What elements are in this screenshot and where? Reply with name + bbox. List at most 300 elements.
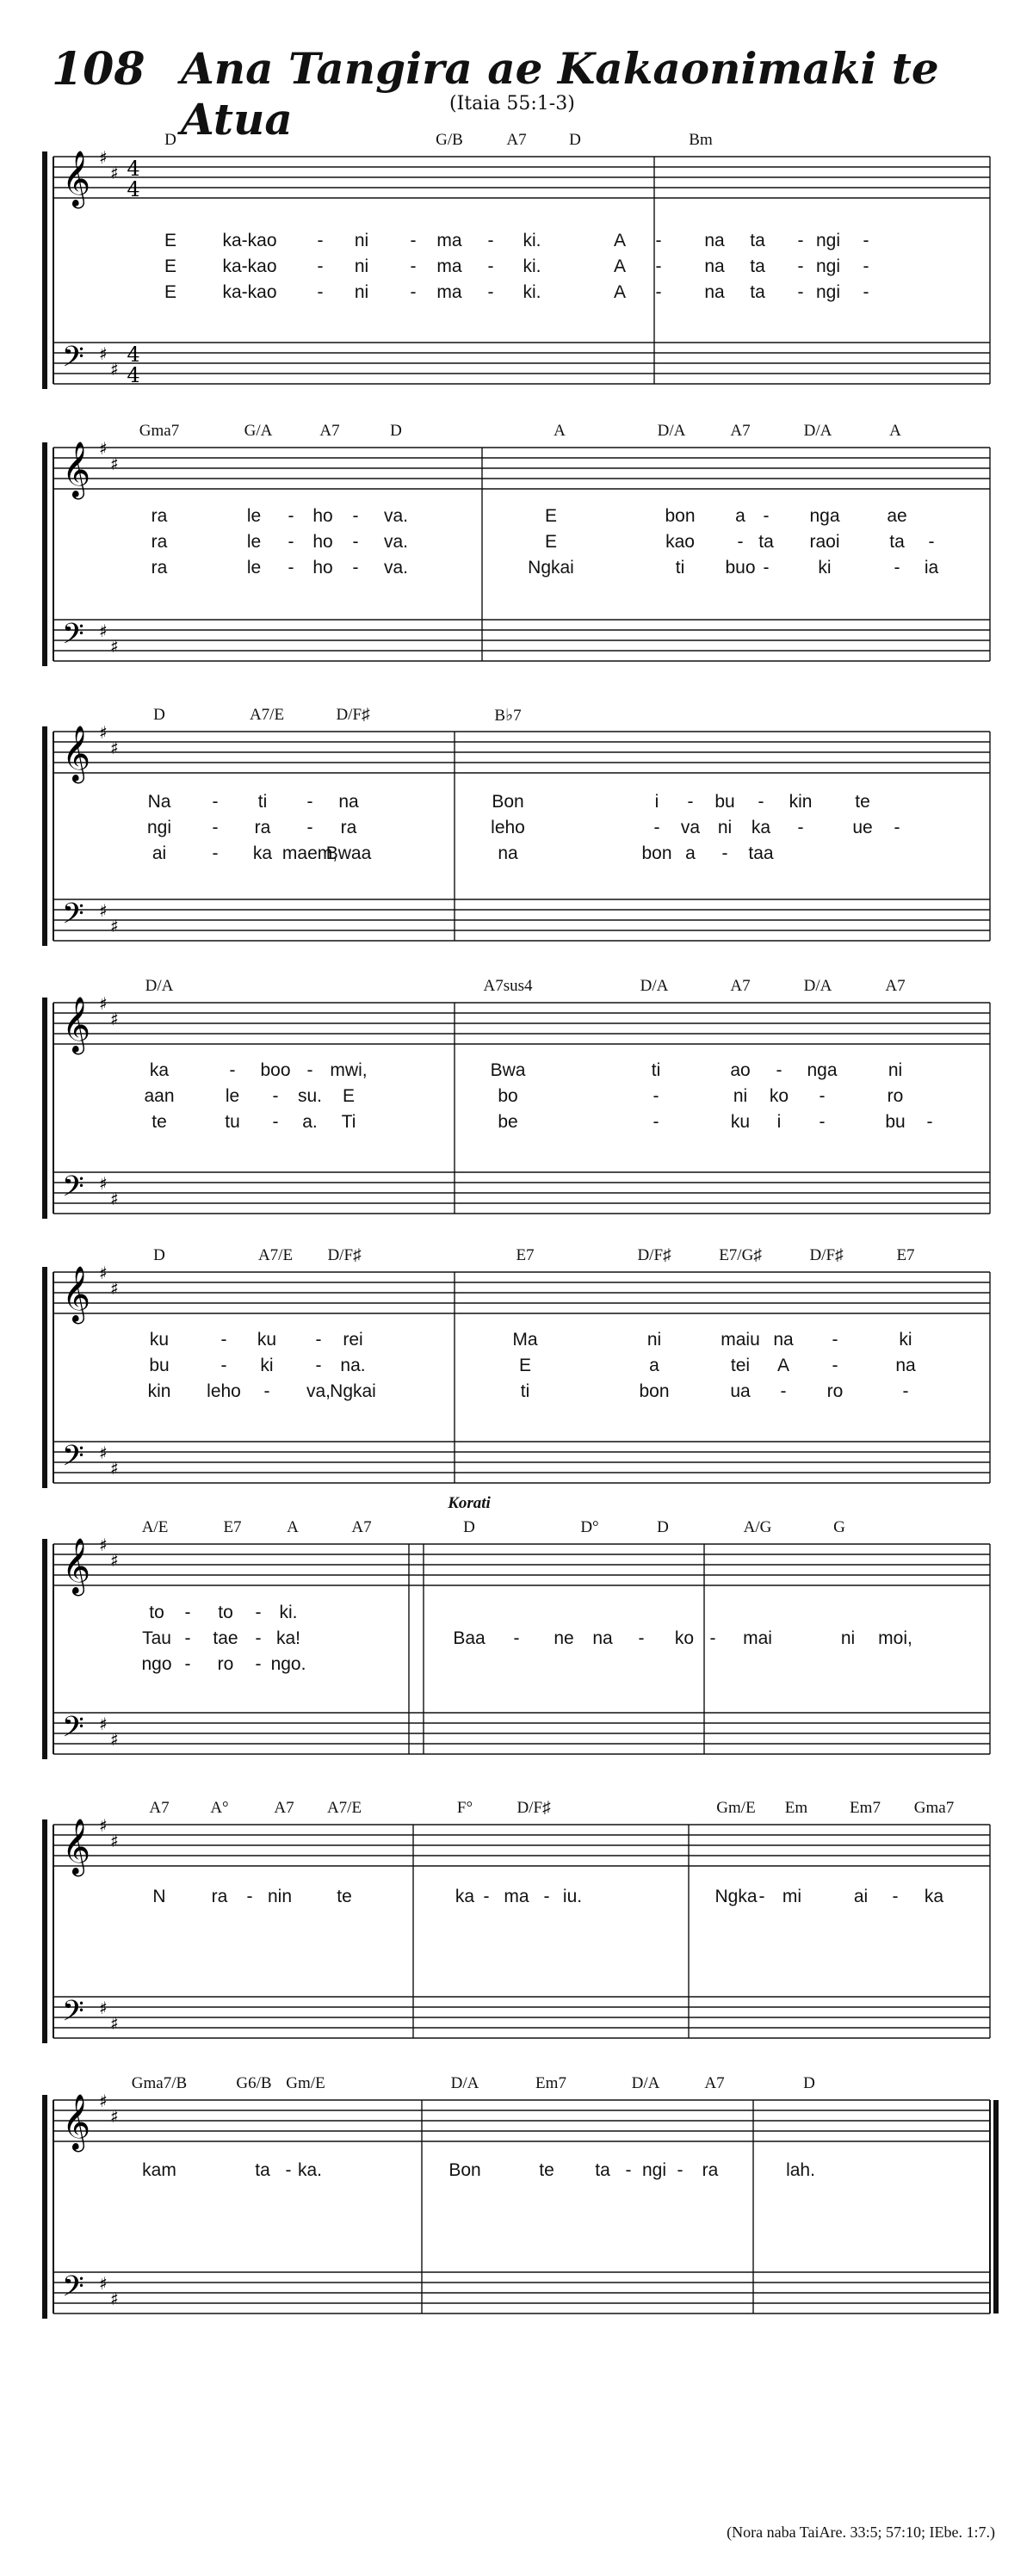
lyric-syllable: -	[892, 1887, 899, 1906]
lyric-syllable: raoi	[809, 532, 840, 552]
lyric-syllable: a	[685, 843, 696, 863]
lyric-syllable: bon	[665, 506, 696, 526]
lyric-syllable: ngo	[141, 1654, 172, 1674]
lyric-syllable: -	[797, 818, 804, 837]
lyric-syllable: ku	[149, 1330, 170, 1350]
lyric-syllable: ki	[260, 1356, 274, 1375]
chord-symbol: D	[657, 1518, 669, 1536]
lyric-syllable: leho	[207, 1381, 241, 1401]
lyric-syllable: -	[410, 282, 417, 302]
sharp-icon: ♯	[110, 1458, 119, 1479]
lyric-syllable: -	[288, 506, 294, 526]
sharp-icon: ♯	[110, 2289, 119, 2309]
bass-clef-icon: 𝄢	[62, 2270, 84, 2310]
chord-symbol: Gma7	[139, 422, 180, 440]
sharp-icon: ♯	[110, 1278, 119, 1299]
lyric-syllable: ti	[651, 1060, 661, 1080]
lyric-syllable: ni	[646, 1330, 662, 1350]
lyric-syllable: su.	[297, 1086, 323, 1106]
lyric-syllable: ni	[354, 282, 369, 302]
lyric-syllable: ngi	[146, 818, 172, 837]
lyric-syllable: -	[894, 818, 900, 837]
lyric-syllable: -	[288, 532, 294, 552]
chord-symbol: D	[803, 2074, 815, 2092]
lyric-syllable: -	[655, 282, 662, 302]
lyric-syllable: -	[306, 818, 313, 837]
lyric-syllable: -	[832, 1330, 838, 1350]
treble-clef-icon: 𝄞	[62, 1266, 91, 1322]
lyric-syllable: ki.	[279, 1603, 298, 1622]
lyric-syllable: bon	[641, 843, 672, 863]
lyric-syllable: -	[677, 2160, 684, 2180]
chord-symbol: D/A	[631, 2074, 660, 2092]
lyric-syllable: va.	[383, 532, 409, 552]
lyric-syllable: te	[152, 1112, 167, 1132]
lyric-syllable: tei	[730, 1356, 751, 1375]
lyric-syllable: ki	[818, 558, 832, 578]
lyric-syllable: ka	[751, 818, 771, 837]
lyric-syllable: i	[776, 1112, 782, 1132]
chord-symbol: A°	[210, 1799, 229, 1817]
chord-symbol: Gma7	[913, 1799, 955, 1817]
lyric-syllable: ta	[750, 282, 765, 302]
lyric-syllable: -	[246, 1887, 253, 1906]
chord-symbol: G/A	[244, 422, 273, 440]
chord-symbol: A7	[704, 2074, 725, 2092]
lyric-syllable: -	[255, 1654, 262, 1674]
chord-symbol: A7sus4	[483, 977, 533, 995]
bass-clef-icon: 𝄢	[62, 1995, 84, 2035]
lyric-syllable: Tau	[142, 1628, 171, 1648]
lyric-syllable: ra	[151, 506, 168, 526]
lyric-syllable: ma	[504, 1887, 529, 1906]
lyric-syllable: E	[164, 256, 177, 276]
lyric-syllable: E	[164, 282, 177, 302]
lyric-syllable: ta	[758, 532, 774, 552]
lyric-syllable: -	[288, 558, 294, 578]
lyric-syllable: -	[655, 231, 662, 250]
lyric-syllable: na	[498, 843, 518, 863]
lyric-syllable: va	[680, 818, 701, 837]
chord-symbol: D/A	[657, 422, 686, 440]
lyric-syllable: ku	[730, 1112, 751, 1132]
sharp-icon: ♯	[110, 738, 119, 758]
lyric-syllable: kam	[142, 2160, 176, 2180]
lyric-syllable: -	[487, 256, 494, 276]
lyric-syllable: nin	[267, 1887, 293, 1906]
lyric-syllable: a.	[302, 1112, 318, 1132]
chord-symbol: D	[153, 706, 165, 724]
lyric-syllable: -	[255, 1628, 262, 1648]
lyric-syllable: A	[613, 231, 627, 250]
sharp-icon: ♯	[110, 2013, 119, 2034]
time-signature-top: 4	[127, 157, 140, 181]
lyric-syllable: le	[246, 532, 262, 552]
lyric-syllable: ra	[340, 818, 357, 837]
lyric-syllable: -	[315, 1330, 322, 1350]
lyric-syllable: -	[285, 2160, 292, 2180]
lyric-syllable: -	[263, 1381, 270, 1401]
lyric-syllable: buo	[725, 558, 756, 578]
lyric-syllable: ngi	[641, 2160, 667, 2180]
chord-symbol: A7/E	[249, 706, 285, 724]
lyric-syllable: leho	[491, 818, 525, 837]
lyric-syllable: Ngka	[714, 1887, 758, 1906]
lyric-syllable: va,	[306, 1381, 331, 1401]
scripture-reference: (Itaia 55:1-3)	[449, 93, 575, 114]
sharp-icon: ♯	[110, 2106, 119, 2127]
sharp-icon: ♯	[110, 1189, 119, 1209]
lyric-syllable: E	[544, 506, 558, 526]
lyric-syllable: mi	[782, 1887, 802, 1906]
lyric-syllable: ra	[151, 532, 168, 552]
lyric-syllable: maiu	[721, 1330, 760, 1350]
lyric-syllable: ta	[255, 2160, 270, 2180]
chord-symbol: Em	[784, 1799, 808, 1817]
lyric-syllable: -	[819, 1086, 826, 1106]
lyric-syllable: to	[218, 1603, 233, 1622]
lyric-syllable: -	[763, 506, 770, 526]
lyric-syllable: te	[855, 792, 870, 812]
lyric-syllable: -	[352, 506, 359, 526]
sharp-icon: ♯	[99, 343, 108, 364]
bass-clef-icon: 𝄢	[62, 1440, 84, 1480]
lyric-syllable: ho	[312, 506, 333, 526]
lyric-syllable: ka	[252, 843, 273, 863]
bass-clef-icon: 𝄢	[62, 1711, 84, 1751]
lyric-syllable: -	[832, 1356, 838, 1375]
lyric-syllable: ko	[674, 1628, 695, 1648]
lyric-syllable: -	[653, 1112, 659, 1132]
chord-symbol: Gm/E	[716, 1799, 756, 1817]
lyric-syllable: ka	[455, 1887, 475, 1906]
lyric-syllable: bo	[498, 1086, 518, 1106]
lyric-syllable: A	[613, 256, 627, 276]
treble-clef-icon: 𝄞	[62, 997, 91, 1053]
chord-symbol: G/B	[436, 131, 463, 149]
lyric-syllable: -	[212, 792, 219, 812]
lyric-syllable: -	[763, 558, 770, 578]
chord-symbol: D°	[580, 1518, 599, 1536]
lyric-syllable: Na	[147, 792, 171, 812]
lyric-syllable: na.	[340, 1356, 366, 1375]
hymn-number: 108	[52, 43, 145, 96]
chord-symbol: E7	[896, 1246, 915, 1264]
lyric-syllable: va.	[383, 506, 409, 526]
lyric-syllable: ho	[312, 532, 333, 552]
lyric-syllable: -	[902, 1381, 909, 1401]
lyric-syllable: -	[317, 256, 324, 276]
lyric-syllable: bu	[149, 1356, 170, 1375]
lyric-syllable: le	[246, 558, 262, 578]
sharp-icon: ♯	[110, 1550, 119, 1571]
lyric-syllable: ro	[217, 1654, 234, 1674]
sharp-icon: ♯	[99, 900, 108, 921]
lyric-syllable: -	[928, 532, 935, 552]
lyric-syllable: ngo.	[270, 1654, 306, 1674]
lyric-syllable: -	[721, 843, 728, 863]
chord-symbol: G6/B	[236, 2074, 272, 2092]
chord-symbol: A7	[506, 131, 527, 149]
lyric-syllable: ue	[852, 818, 873, 837]
sharp-icon: ♯	[99, 438, 108, 459]
lyric-syllable: Bon	[448, 2160, 481, 2180]
lyric-syllable: ro	[826, 1381, 844, 1401]
lyric-syllable: ka	[149, 1060, 170, 1080]
lyric-syllable: ti	[520, 1381, 530, 1401]
lyric-syllable: va.	[383, 558, 409, 578]
chord-symbol: B♭7	[494, 707, 522, 725]
lyric-syllable: -	[184, 1628, 191, 1648]
lyric-syllable: -	[352, 558, 359, 578]
lyric-syllable: -	[863, 256, 869, 276]
chord-symbol: D	[153, 1246, 165, 1264]
lyric-syllable: ni	[733, 1086, 748, 1106]
lyric-syllable: ua	[730, 1381, 751, 1401]
sharp-icon: ♯	[99, 2273, 108, 2294]
sharp-icon: ♯	[99, 1442, 108, 1463]
chord-symbol: Bm	[689, 131, 713, 149]
lyric-syllable: -	[797, 282, 804, 302]
lyric-syllable: -	[410, 256, 417, 276]
lyric-syllable: Ti	[341, 1112, 356, 1132]
bass-clef-icon: 𝄢	[62, 1171, 84, 1210]
bass-clef-icon: 𝄢	[62, 898, 84, 937]
lyric-syllable: -	[638, 1628, 645, 1648]
lyric-syllable: -	[653, 818, 660, 837]
lyric-syllable: A	[613, 282, 627, 302]
lyric-syllable: ra	[211, 1887, 228, 1906]
lyric-syllable: ngi	[815, 256, 841, 276]
lyric-syllable: lah.	[786, 2160, 815, 2180]
lyric-syllable: -	[212, 818, 219, 837]
sharp-icon: ♯	[110, 1831, 119, 1851]
lyric-syllable: -	[863, 231, 869, 250]
sharp-icon: ♯	[99, 1714, 108, 1734]
lyric-syllable: -	[255, 1603, 262, 1622]
time-signature-top: 4	[127, 343, 140, 367]
treble-clef-icon: 𝄞	[62, 1538, 91, 1594]
lyric-syllable: ka.	[297, 2160, 323, 2180]
lyric-syllable: ae	[887, 506, 907, 526]
sharp-icon: ♯	[99, 2091, 108, 2111]
chord-symbol: G	[833, 1518, 845, 1536]
lyric-syllable: -	[315, 1356, 322, 1375]
lyric-syllable: a	[735, 506, 745, 526]
treble-clef-icon: 𝄞	[62, 726, 91, 781]
chord-symbol: E7	[223, 1518, 242, 1536]
chord-symbol: D/A	[145, 977, 174, 995]
lyric-syllable: kao	[665, 532, 695, 552]
lyric-syllable: -	[306, 1060, 313, 1080]
lyric-syllable: N	[152, 1887, 166, 1906]
sharp-icon: ♯	[99, 1263, 108, 1283]
lyric-syllable: ni	[354, 231, 369, 250]
lyric-syllable: moi,	[878, 1628, 912, 1648]
chord-symbol: A7	[274, 1799, 294, 1817]
chord-symbol: Em7	[535, 2074, 566, 2092]
lyric-syllable: na	[895, 1356, 916, 1375]
chord-symbol: D/F♯	[809, 1246, 844, 1264]
lyric-syllable: iu.	[562, 1887, 583, 1906]
lyric-syllable: ngi	[815, 231, 841, 250]
lyric-syllable: E	[342, 1086, 356, 1106]
lyric-syllable: ho	[312, 558, 333, 578]
chord-symbol: D	[569, 131, 581, 149]
lyric-syllable: maem,	[281, 843, 338, 863]
bass-clef-icon: 𝄢	[62, 341, 84, 380]
chord-symbol: E7/G♯	[719, 1246, 762, 1264]
chord-symbol: D/F♯	[336, 706, 370, 724]
lyric-syllable: te	[337, 1887, 352, 1906]
lyric-syllable: ta	[750, 256, 765, 276]
treble-clef-icon: 𝄞	[62, 2094, 91, 2150]
lyric-syllable: ma	[436, 282, 462, 302]
lyric-syllable: A	[776, 1356, 790, 1375]
lyric-syllable: mwi,	[330, 1060, 368, 1080]
lyric-syllable: ka-kao	[222, 231, 277, 250]
sharp-icon: ♯	[99, 621, 108, 641]
lyric-syllable: -	[212, 843, 219, 863]
lyric-syllable: -	[758, 1887, 765, 1906]
lyric-syllable: nga	[809, 506, 840, 526]
time-signature-bottom: 4	[127, 177, 140, 201]
chord-symbol: A7	[319, 422, 340, 440]
lyric-syllable: ka!	[275, 1628, 301, 1648]
chord-symbol: A	[554, 422, 566, 440]
lyric-syllable: -	[926, 1112, 933, 1132]
chord-symbol: D/F♯	[516, 1799, 551, 1817]
lyric-syllable: be	[498, 1112, 518, 1132]
lyric-syllable: -	[317, 231, 324, 250]
lyric-syllable: -	[184, 1603, 191, 1622]
lyric-syllable: na	[773, 1330, 794, 1350]
lyric-syllable: ai	[152, 843, 167, 863]
chord-symbol: E7	[516, 1246, 535, 1264]
sharp-icon: ♯	[110, 1009, 119, 1029]
sharp-icon: ♯	[110, 359, 119, 380]
lyric-syllable: Ngkai	[330, 1381, 376, 1401]
lyric-syllable: -	[709, 1628, 716, 1648]
lyric-syllable: ngi	[815, 282, 841, 302]
lyric-syllable: ti	[675, 558, 685, 578]
chord-symbol: Gma7/B	[131, 2074, 188, 2092]
lyric-syllable: -	[487, 282, 494, 302]
lyric-syllable: ta	[889, 532, 905, 552]
lyric-syllable: le	[246, 506, 262, 526]
lyric-syllable: -	[776, 1060, 782, 1080]
refrain-label: Korati	[448, 1494, 491, 1512]
lyric-syllable: na	[704, 282, 725, 302]
lyric-syllable: -	[863, 282, 869, 302]
sharp-icon: ♯	[110, 916, 119, 936]
lyric-syllable: te	[539, 2160, 554, 2180]
footer-note: (Nora naba TaiAre. 33:5; 57:10; IEbe. 1:7.)	[727, 2523, 995, 2541]
lyric-syllable: -	[306, 792, 313, 812]
chord-symbol: D	[390, 422, 402, 440]
lyric-syllable: bon	[639, 1381, 670, 1401]
lyric-syllable: le	[225, 1086, 240, 1106]
lyric-syllable: -	[758, 792, 764, 812]
lyric-syllable: ni	[888, 1060, 903, 1080]
sharp-icon: ♯	[99, 1815, 108, 1836]
lyric-syllable: -	[894, 558, 900, 578]
sharp-icon: ♯	[110, 163, 119, 183]
lyric-syllable: aan	[144, 1086, 175, 1106]
sharp-icon: ♯	[99, 1998, 108, 2018]
lyric-syllable: -	[220, 1356, 227, 1375]
lyric-syllable: -	[653, 1086, 659, 1106]
sharp-icon: ♯	[99, 722, 108, 743]
chord-symbol: D/A	[803, 422, 832, 440]
lyric-syllable: na	[704, 231, 725, 250]
lyric-syllable: ro	[887, 1086, 904, 1106]
lyric-syllable: na	[592, 1628, 613, 1648]
lyric-syllable: -	[184, 1654, 191, 1674]
lyric-syllable: -	[625, 2160, 632, 2180]
lyric-syllable: ni	[840, 1628, 856, 1648]
lyric-syllable: -	[272, 1112, 279, 1132]
lyric-syllable: bu	[885, 1112, 906, 1132]
chord-symbol: D/F♯	[637, 1246, 671, 1264]
chord-symbol: A	[287, 1518, 299, 1536]
time-signature-bottom: 4	[127, 363, 140, 387]
chord-symbol: Em7	[850, 1799, 881, 1817]
lyric-syllable: -	[780, 1381, 787, 1401]
lyric-syllable: na	[704, 256, 725, 276]
lyric-syllable: -	[483, 1887, 490, 1906]
sharp-icon: ♯	[110, 454, 119, 474]
chord-symbol: A7/E	[257, 1246, 294, 1264]
lyric-syllable: -	[687, 792, 694, 812]
chord-symbol: A7	[885, 977, 906, 995]
sharp-icon: ♯	[99, 993, 108, 1014]
lyric-syllable: rei	[343, 1330, 363, 1350]
lyric-syllable: ma	[436, 256, 462, 276]
bass-clef-icon: 𝄢	[62, 618, 84, 658]
chord-symbol: D/A	[640, 977, 669, 995]
lyric-syllable: -	[737, 532, 744, 552]
lyric-syllable: nga	[807, 1060, 838, 1080]
lyric-syllable: ta	[595, 2160, 610, 2180]
lyric-syllable: ki	[899, 1330, 912, 1350]
lyric-syllable: kin	[147, 1381, 171, 1401]
lyric-syllable: ta	[750, 231, 765, 250]
lyric-syllable: bu	[714, 792, 735, 812]
lyric-syllable: ti	[257, 792, 268, 812]
lyric-syllable: Ma	[512, 1330, 538, 1350]
lyric-syllable: -	[352, 532, 359, 552]
lyric-syllable: ra	[254, 818, 271, 837]
lyric-syllable: E	[544, 532, 558, 552]
sharp-icon: ♯	[99, 147, 108, 168]
lyric-syllable: kin	[789, 792, 813, 812]
lyric-syllable: na	[338, 792, 359, 812]
lyric-syllable: -	[819, 1112, 826, 1132]
lyric-syllable: ku	[257, 1330, 277, 1350]
chord-symbol: A7	[730, 977, 751, 995]
lyric-syllable: ne	[554, 1628, 574, 1648]
lyric-syllable: -	[513, 1628, 520, 1648]
chord-symbol: A/G	[743, 1518, 772, 1536]
lyric-syllable: ra	[702, 2160, 719, 2180]
lyric-syllable: ma	[436, 231, 462, 250]
lyric-syllable: ai	[853, 1887, 869, 1906]
lyric-syllable: -	[317, 282, 324, 302]
lyric-syllable: ia	[924, 558, 939, 578]
lyric-syllable: -	[487, 231, 494, 250]
chord-symbol: D	[164, 131, 176, 149]
